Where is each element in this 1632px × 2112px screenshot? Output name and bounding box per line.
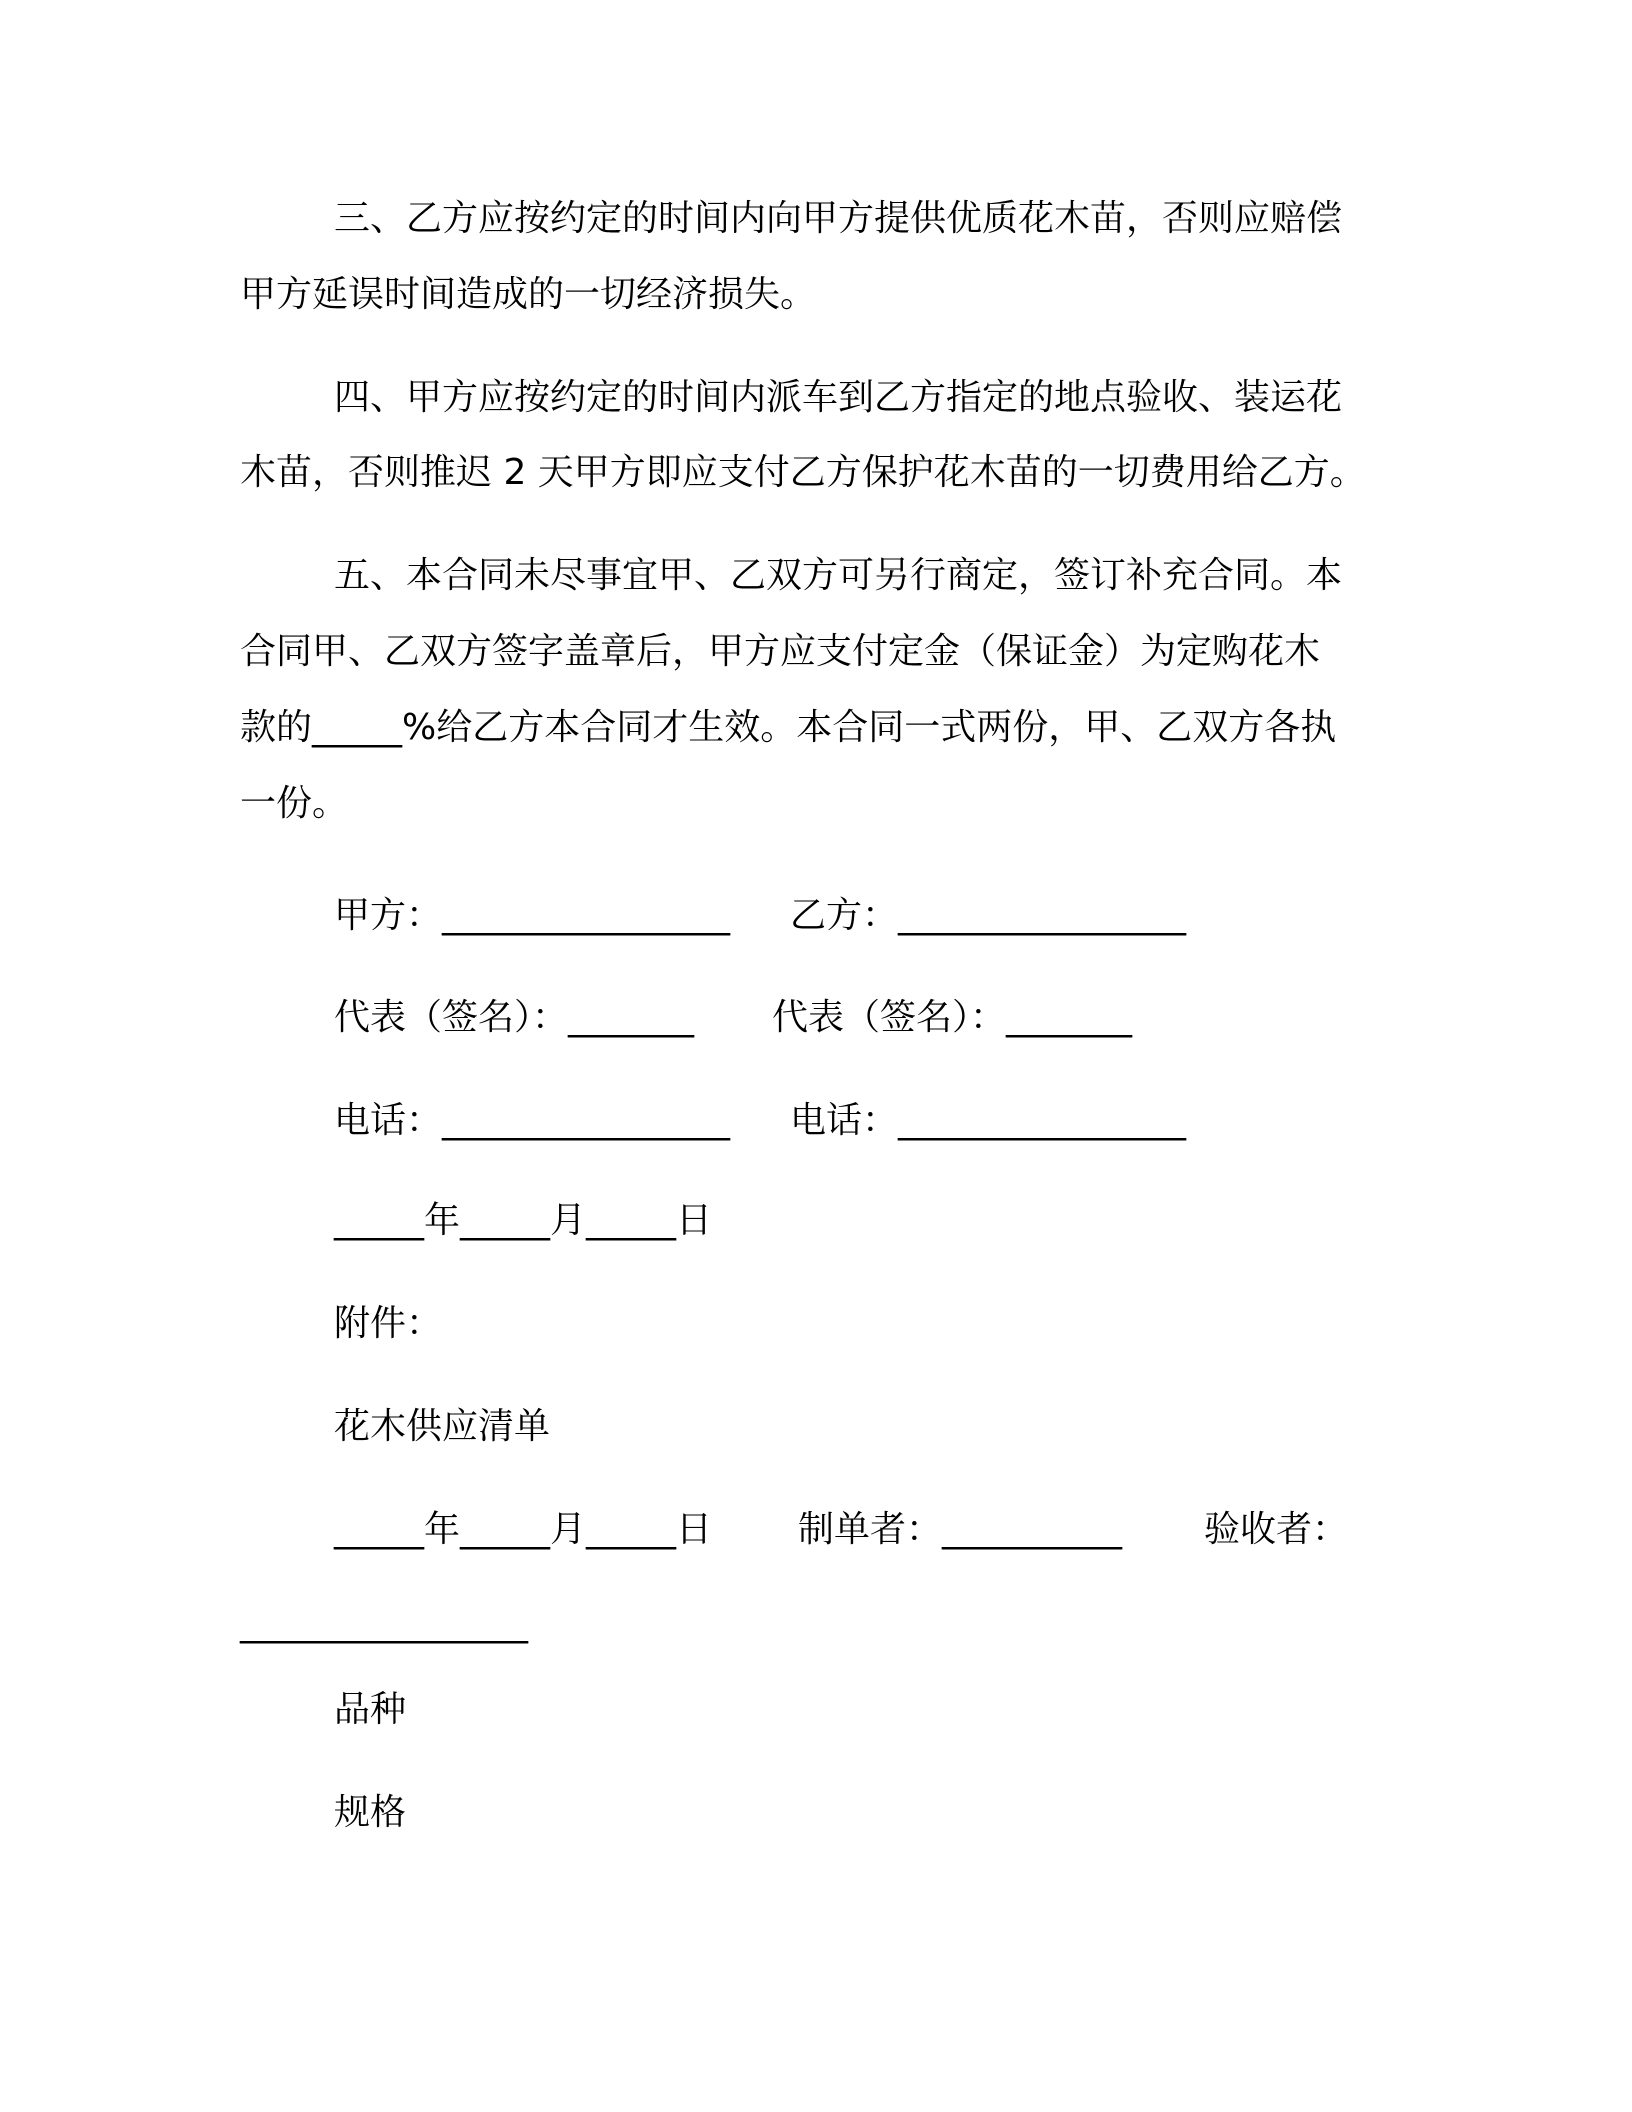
clause-4-line-2: 木苗，否则推迟 2 天甲方即应支付乙方保护花木苗的一切费用给乙方。 bbox=[240, 452, 1366, 493]
item-variety: 品种 bbox=[334, 1689, 407, 1730]
clause-5-line-4: 一份。 bbox=[240, 783, 349, 824]
phone-b-field: 电话：________________ bbox=[790, 1100, 1187, 1141]
attachment-label: 附件： bbox=[334, 1303, 443, 1344]
phone-a-field: 电话：________________ bbox=[334, 1100, 731, 1141]
clause-5-line-1: 五、本合同未尽事宜甲、乙双方可另行商定，签订补充合同。本 bbox=[334, 555, 1343, 596]
clause-3-line-2: 甲方延误时间造成的一切经济损失。 bbox=[240, 274, 817, 315]
item-spec: 规格 bbox=[334, 1792, 407, 1833]
signature-date: _____年_____月_____日 bbox=[334, 1200, 712, 1241]
clause-5-line-3: 款的_____%给乙方本合同才生效。本合同一式两份，甲、乙双方各执 bbox=[240, 707, 1337, 748]
inspector-label: 验收者： bbox=[1204, 1509, 1349, 1550]
party-b-field: 乙方：________________ bbox=[790, 895, 1187, 936]
clause-3-line-1: 三、乙方应按约定的时间内向甲方提供优质花木苗，否则应赔偿 bbox=[334, 198, 1343, 239]
clause-5-line-2: 合同甲、乙双方签字盖章后，甲方应支付定金（保证金）为定购花木 bbox=[240, 631, 1321, 672]
attachment-date: _____年_____月_____日 bbox=[334, 1509, 712, 1550]
attachment-title: 花木供应清单 bbox=[334, 1406, 551, 1447]
inspector-blank: ________________ bbox=[240, 1603, 528, 1644]
maker-field: 制单者：__________ bbox=[798, 1509, 1123, 1550]
rep-b-field: 代表（签名）：_______ bbox=[772, 997, 1133, 1038]
rep-a-field: 代表（签名）：_______ bbox=[334, 997, 695, 1038]
clause-4-line-1: 四、甲方应按约定的时间内派车到乙方指定的地点验收、装运花 bbox=[334, 377, 1343, 418]
party-a-field: 甲方：________________ bbox=[334, 895, 731, 936]
